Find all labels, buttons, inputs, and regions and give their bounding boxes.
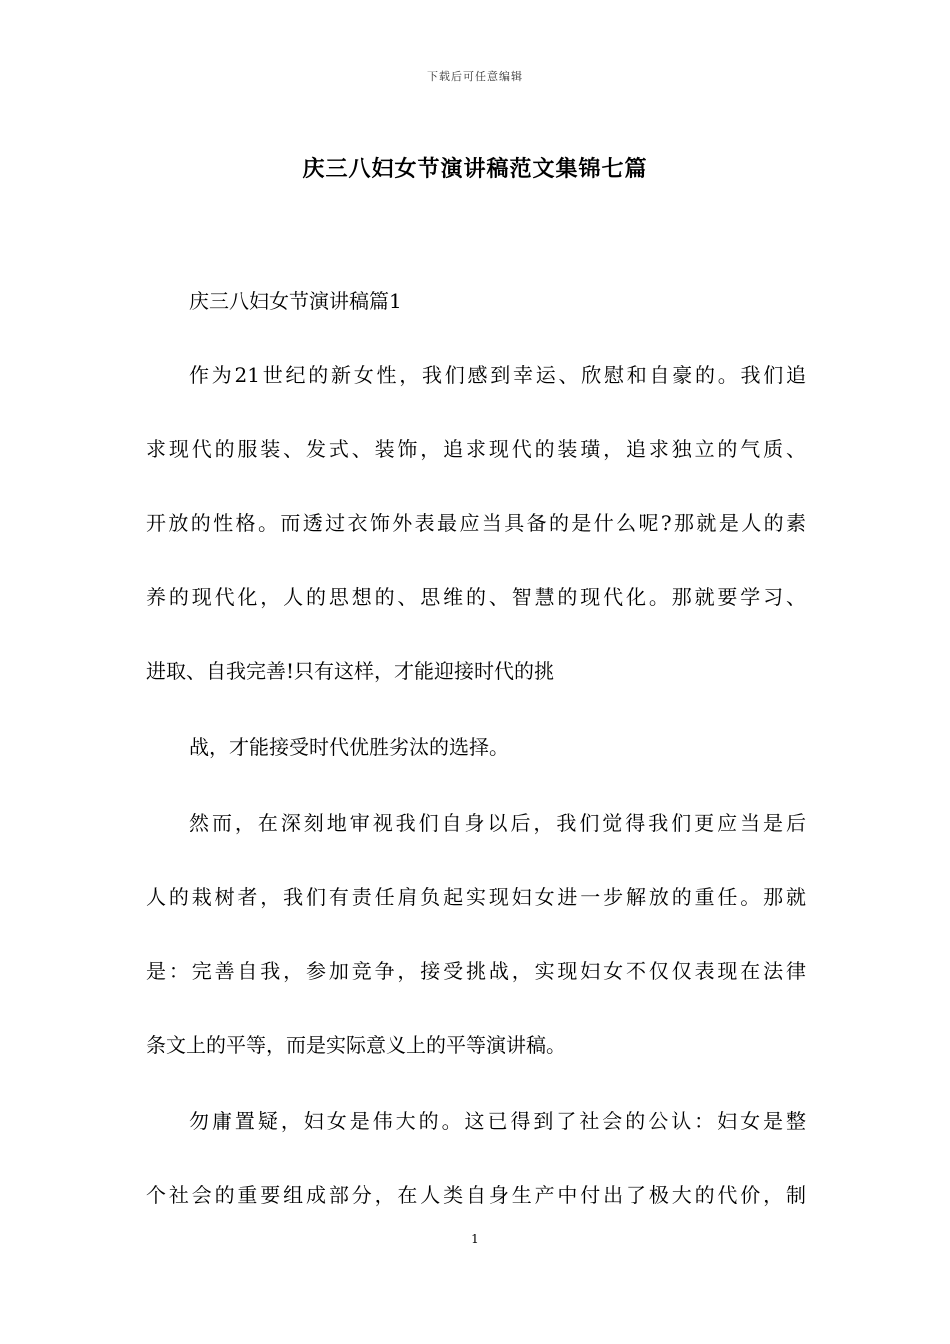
body-line: 作为21世纪的新女性，我们感到幸运、欣慰和自豪的。我们追 (189, 363, 806, 387)
body-line: 开放的性格。而透过衣饰外表最应当具备的是什么呢?那就是人的素 (146, 511, 806, 535)
header-note: 下载后可任意编辑 (427, 70, 523, 83)
body-line: 进取、自我完善!只有这样，才能迎接时代的挑 (146, 659, 555, 683)
body-line: 是：完善自我，参加竞争，接受挑战，实现妇女不仅仅表现在法律 (146, 959, 806, 983)
body-line: 条文上的平等，而是实际意义上的平等演讲稿。 (146, 1033, 566, 1057)
body-line: 战，才能接受时代优胜劣汰的选择。 (189, 735, 509, 759)
body-line: 求现代的服装、发式、装饰，追求现代的装璜，追求独立的气质、 (146, 437, 806, 461)
body-line: 然而，在深刻地审视我们自身以后，我们觉得我们更应当是后 (189, 811, 806, 835)
section-heading: 庆三八妇女节演讲稿篇1 (189, 289, 402, 313)
body-line: 人的栽树者，我们有责任肩负起实现妇女进一步解放的重任。那就 (146, 885, 806, 909)
body-line: 养的现代化，人的思想的、思维的、智慧的现代化。那就要学习、 (146, 585, 806, 609)
body-line: 勿庸置疑，妇女是伟大的。这已得到了社会的公认：妇女是整 (189, 1109, 806, 1133)
body-line: 个社会的重要组成部分，在人类自身生产中付出了极大的代价，制 (146, 1183, 806, 1207)
page-number: 1 (471, 1232, 479, 1246)
document-title: 庆三八妇女节演讲稿范文集锦七篇 (302, 156, 648, 182)
